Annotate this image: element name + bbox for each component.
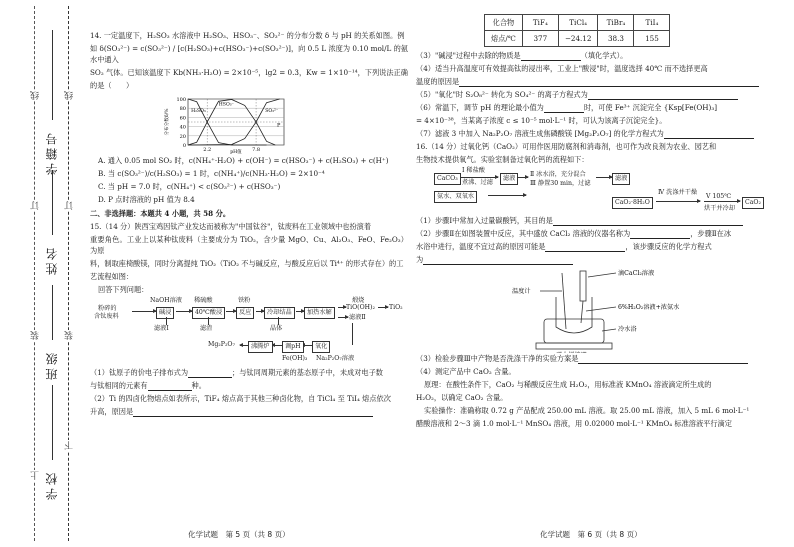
flow16-caco3: CaCO₃: [434, 173, 461, 185]
flow16-arrow-5: [656, 201, 700, 202]
chart-curve-label: H₂SO₃: [191, 108, 206, 114]
q16-principle-1: 原理：在酸性条件下，CaO₂ 与稀酸反应生成 H₂O₂，用标准液 KMnO₄ 溶液滴定所生成的: [424, 380, 712, 389]
flow16-step2-top: Ⅱ 冰水浴，充分混合: [530, 171, 586, 178]
flow-down-2: [208, 317, 209, 325]
right-column: [416, 14, 788, 431]
field-name: 姓名: [45, 245, 59, 275]
chart-x-tick: 2.2: [203, 147, 212, 153]
q16-part2-e: 为: [416, 255, 424, 264]
flow-na2p2o7: Na₂P₂O₇溶液: [316, 355, 355, 362]
flow16-step5b: 烘干并冷却: [704, 205, 735, 212]
flow16-nh3-h2o2: 氨水、双氧水: [434, 191, 477, 203]
q16-principle-2: H₂O₂，以确定 CaO₂ 含量。: [416, 393, 508, 402]
q16-part2-line3: [416, 254, 788, 265]
chart-x-label: pH值: [230, 150, 242, 155]
thermometer: [562, 273, 566, 329]
flow-crystal: 晶体: [270, 325, 283, 332]
cut-mark-zhuang-2: 装: [65, 331, 75, 340]
cut-line-outer: [34, 6, 35, 541]
funnel-stem: [581, 301, 583, 323]
q15-part4-line2: [416, 76, 788, 87]
flow-filtrate-1: 滤液Ⅰ: [154, 325, 169, 332]
table-cell: 377: [522, 31, 558, 47]
flow16-step1-bot: 煮沸、过滤: [462, 179, 493, 186]
table-cell: 38.3: [598, 31, 634, 47]
chart-y-tick: 100: [176, 97, 186, 103]
flow-residue: 滤渣: [200, 325, 213, 332]
flow-material-1: 粉碎的: [98, 305, 117, 312]
q15-line3: 料，制取座椅酸镁，同时分离提纯 TiO₂（TiO₂ 不与碱反应，与酸反应后以 Ti⁴⁺ 的形式存在）的工: [90, 259, 404, 268]
cut-mark-xian: 线: [31, 91, 41, 100]
q14-option-d: D. P 点时溶液的 pH 值为 8.4: [98, 195, 195, 204]
flow16-product: CaO₂: [742, 197, 764, 209]
flow16-step4: Ⅳ 洗涤并干燥: [658, 189, 698, 196]
apparatus-figure: [416, 267, 788, 353]
answer-blank[interactable]: [664, 131, 754, 139]
flow16-arrow-4: [488, 195, 526, 196]
table-cell: TiI₄: [634, 15, 670, 31]
flow-box-crystallize: 冷却结晶: [264, 307, 295, 319]
q16-part3: [416, 353, 788, 364]
q15-part5-text: （5）"氧化"时 S₂O₈²⁻ 转化为 SO₄²⁻ 的离子方程式为: [416, 90, 588, 99]
answer-blank[interactable]: [553, 218, 743, 226]
answer-blank[interactable]: [133, 409, 373, 417]
chart-point-p-label: P: [277, 122, 281, 129]
left-column: [90, 30, 408, 419]
q14-line1: 14. 一定温度下，H₂SO₃ 水溶液中 H₂SO₃、HSO₃⁻、SO₃²⁻ 的分布分数 δ 与 pH 的关系如图。例: [90, 31, 405, 40]
label-solution: 6%H₂O₂溶液+浓氨水: [618, 304, 680, 311]
q16-part2-a: （2）步骤Ⅱ在如图装置中反应，其中盛放 CaCl₂ 溶液的仪器名称为: [416, 229, 631, 238]
q16-part1-text: （1）步骤Ⅰ中常加入过量碳酸钙，其目的是: [416, 216, 553, 225]
flow16-arrow-1: [460, 177, 498, 178]
chart-curve-label: SO₃²⁻: [265, 108, 279, 114]
flow-arrow-4: [256, 311, 264, 312]
answer-blank[interactable]: [544, 105, 584, 113]
cut-mark-ding-2: 订: [65, 201, 75, 210]
field-school-line: [52, 385, 53, 460]
q15-part1-line2: [90, 380, 408, 391]
flow-material-2: 含钛废料: [94, 313, 119, 320]
table-cell: 155: [634, 31, 670, 47]
answer-blank[interactable]: [578, 356, 748, 364]
flow-feoh3: Fe(OH)₃: [282, 355, 308, 362]
flow-arrow-10: [272, 345, 282, 346]
chart-x-tick: 7.8: [252, 147, 261, 153]
flow16-step2-bot: Ⅲ 静置30 min，过滤: [530, 180, 591, 187]
answer-blank[interactable]: [188, 370, 232, 378]
q16-experiment-2: 醋酸溶液和 2～3 滴 1.0 mol·L⁻¹ MnSO₄ 溶液，用 0.02000 mol·L⁻¹ KMnO₄ 标准溶液平行滴定: [416, 419, 732, 428]
binding-margin: [0, 0, 82, 547]
label-stirrer: [556, 351, 588, 353]
q15-part4-a: （4）适当升高温度可有效提高钛的浸出率，工业上"酸浸"时，温度选择 40℃ 而不选择更高: [416, 64, 708, 73]
q15-part2-line2: [90, 406, 408, 417]
q15-part1-a: （1）钛原子的价电子排布式为: [90, 368, 189, 377]
footer-left: 化学试题 第 5 页（共 8 页）: [188, 530, 290, 539]
flow-arrow-1: [132, 311, 156, 312]
table-cell: TiBr₄: [598, 15, 634, 31]
q16-part2: [416, 228, 788, 239]
flow-naoh: NaOH溶液: [150, 297, 182, 304]
flow16-arrow-6: [704, 201, 740, 202]
leader-line: [586, 307, 616, 311]
section-two-heading: 二、非选择题：本题共 4 小题，共 58 分。: [90, 209, 231, 218]
flow-arrow-11: [240, 345, 248, 346]
q16-part2-line2: [416, 241, 788, 252]
q15-flow-diagram: [90, 297, 408, 367]
q15-part3-text: （3）"碱浸"过程中去除的物质是: [416, 51, 521, 60]
field-student-id: 学籍号: [45, 130, 59, 175]
label-cacl2: 滴CaCl₂溶液: [618, 270, 655, 277]
q15-part1-c: 与钛相同的元素有: [90, 381, 148, 390]
q15-prompt: 回答下列问题：: [98, 285, 149, 294]
flow16-cao2-8h2o: CaO₂·8H₂O: [612, 197, 653, 209]
q16-flow-diagram: [416, 167, 788, 215]
q16-line1: 16.（14 分）过氧化钙（CaO₂）可用作医用防腐剂和消毒剂，也可作为改良剂为农业、园艺和: [416, 142, 717, 151]
table-cell: 熔点/℃: [485, 31, 523, 47]
flow-box-alkali-leach: 碱浸: [156, 307, 174, 319]
dropping-funnel: [580, 271, 586, 301]
flow-box-react: 反应: [236, 307, 254, 319]
q14-option-a: A. 通入 0.05 mol SO₂ 时，c(NH₄⁺·H₂O) + c(OH⁻) = c(HSO₃⁻) + c(H₂SO₃) + c(H⁺): [98, 156, 389, 165]
footer-right: 化学试题 第 6 页（共 8 页）: [540, 530, 642, 539]
chart-y-tick: 80: [179, 106, 186, 113]
q14-line2: 如 δ(SO₃²⁻) = c(SO₃²⁻) / [c(H₂SO₃)+c(HSO₃⁻)+c(SO₃²⁻)]，向 0.5 L 浓度为 0.10 mol/L 的氨水中通入: [90, 44, 408, 64]
flow16-solid-top: 滤液: [612, 173, 630, 185]
flow-arrow-3: [226, 311, 236, 312]
flow16-arrow-2: [518, 177, 528, 178]
flow-arrow-5: [296, 311, 304, 312]
q15-part7-text: （7）滤液 3 中加入 Na₂P₂O₇ 溶液生成焦磷酸镁 [Mg₂P₂O₇] 的化学方程式为: [416, 129, 664, 138]
flow-arrow-8: [338, 317, 348, 318]
halide-melting-table: [484, 14, 670, 47]
answer-blank[interactable]: [588, 92, 738, 100]
answer-blank[interactable]: [459, 79, 759, 87]
field-school: 学校: [45, 470, 59, 500]
flask: [556, 297, 592, 333]
flow-tio2: TiO₂: [389, 304, 403, 311]
flow-filtrate-2: 滤液Ⅱ: [349, 314, 366, 321]
field-id-line: [52, 30, 53, 120]
flow-iron: 铁粉: [238, 297, 251, 304]
q15-part7: [416, 128, 788, 139]
answer-blank[interactable]: [148, 383, 192, 391]
flow-tiooh: TiO(OH)₂: [346, 304, 375, 311]
cut-mark-ding: 订: [31, 201, 41, 210]
cut-mark-xian-2: 线: [65, 91, 75, 100]
flow-box-adjust-ph: 调pH: [282, 341, 304, 353]
cut-mark-top: 上: [31, 471, 41, 480]
q16-part2-b: ，步骤Ⅱ在冰: [690, 229, 732, 238]
flow-arrow-6: [338, 307, 346, 308]
q15-part6-a: （6）常温下，调节 pH 的理论最小值为: [416, 103, 544, 112]
flow-down-1: [166, 317, 167, 325]
distribution-chart: [160, 93, 408, 155]
chart-y-tick: 40: [179, 124, 186, 131]
flow-vert-link: [352, 323, 353, 345]
ice-bath-beaker: [544, 319, 604, 343]
q15-part5: [416, 89, 788, 100]
q15-part6-b: 时，可使 Fe³⁺ 沉淀完全 {Ksp[Fe(OH)₃]: [583, 103, 718, 112]
flow-down-3: [278, 317, 279, 325]
table-cell: 化合物: [485, 15, 523, 31]
q14-line4: 的是（ ）: [90, 81, 134, 90]
q16-part2-c: 水浴中进行，温度不宜过高的原因可能是: [416, 242, 546, 251]
cut-mark-bottom: 下: [65, 441, 75, 450]
chart-y-tick: 60: [179, 115, 186, 122]
q15-part2-b: 升高，原因是: [90, 407, 134, 416]
q15-part1-b: ；与钛同周期元素的基态原子中，未成对电子数: [232, 368, 383, 377]
q16-part4: （4）测定产品中 CaO₂ 含量。: [416, 367, 516, 376]
chart-y-tick: 0: [182, 143, 186, 149]
chart-curve-label: HSO₃⁻: [218, 102, 234, 108]
field-name-line: [52, 170, 53, 235]
distribution-chart-svg: [160, 93, 300, 155]
q15-part3-suffix: （填化学式）。: [580, 51, 628, 60]
q16-part3-text: （3）检验步骤Ⅲ中产物是否洗涤干净的实验方案是: [416, 354, 579, 363]
q16-part1: [416, 215, 788, 226]
q16-experiment-1: 实验操作：准确称取 0.72 g 产品配成 250.00 mL 溶液。取 25.00 mL 溶液，加入 5 mL 6 mol·L⁻¹: [424, 406, 750, 415]
flow-arrow-2: [176, 311, 192, 312]
flow16-step1-top: Ⅰ 稀盐酸: [462, 167, 485, 174]
q15-part1: [90, 367, 408, 378]
q15-part3: [416, 50, 788, 61]
flow16-filtrate: 滤液: [500, 173, 518, 185]
answer-blank[interactable]: [545, 244, 625, 252]
q15-part4-b: 温度的原因是: [416, 77, 460, 86]
flow16-step5: Ⅴ 105℃: [706, 193, 732, 200]
table-cell: TiF₄: [522, 15, 558, 31]
label-ice-bath: 冷水浴: [618, 326, 637, 333]
q15-part1-d: 种。: [191, 381, 206, 390]
q16-part2-d: ，该步骤反应的化学方程式: [625, 242, 712, 251]
q16-line2: 生物技术提供氧气。实验室制备过氧化钙的流程如下：: [416, 155, 589, 164]
answer-blank[interactable]: [630, 231, 690, 239]
q14-option-c: C. 当 pH = 7.0 时，c(NH₄⁺) < c(SO₃²⁻) + c(HSO₃⁻): [98, 182, 281, 191]
answer-blank[interactable]: [423, 257, 573, 265]
answer-blank[interactable]: [521, 53, 581, 61]
cut-mark-zhuang: 装: [31, 331, 41, 340]
flow-mg2p2o7: Mg₂P₂O₇: [208, 341, 235, 348]
q15-line2: 重要角色。工业上以某种钛废料（主要成分为 TiO₂，含少量 MgO、Cu、Al₂O₃、FeO、Fe₂O₃）为原: [90, 235, 408, 255]
chart-y-tick: 20: [179, 133, 186, 140]
flow-box-oxidize: 氧化: [312, 341, 330, 353]
flow-arrow-7: [378, 307, 388, 308]
label-thermometer: 温度计: [512, 288, 531, 295]
flow-calcine: 煅烧: [352, 297, 365, 304]
q15-part6-c: = 4×10⁻³⁸，当某离子浓度 c ≤ 10⁻⁵ mol·L⁻¹ 时，可认为该离子沉淀完全}。: [416, 116, 667, 125]
q15-line1: 15.（14 分）陕西宝鸡因钛产业发达而被称为"中国钛谷"，钛废料在工业领域中也扮演着: [90, 222, 372, 231]
q15-part2-a: （2）Ti 的四卤化物熔点如表所示，TiF₄ 熔点高于其他三种卤化物，自 TiCl₄ 至 TiI₄ 熔点依次: [90, 394, 391, 403]
table-cell: TiCl₄: [558, 15, 598, 31]
chart-y-label: 分布分数δ/%: [165, 108, 170, 136]
leader-line: [588, 273, 616, 277]
q14-option-b: B. 当 c(SO₃²⁻)/c(H₂SO₃) = 1 时，c(NH₄⁺)/c(NH₃·H₂O) = 2×10⁻⁴: [98, 169, 325, 178]
apparatus-svg: [416, 267, 788, 353]
q15-part6: [416, 102, 788, 113]
flow-box-acid-leach: 40℃酸浸: [192, 307, 225, 319]
magnetic-stirrer-base: [536, 343, 612, 349]
field-class: 班级: [45, 350, 59, 380]
cut-line-inner: [68, 6, 69, 541]
field-class-line: [52, 285, 53, 340]
q15-line4: 艺流程如图：: [90, 272, 134, 281]
flow16-arrow-3: [596, 177, 612, 178]
flow-box-furnace: 沸腾炉: [248, 341, 273, 353]
table-cell: −24.12: [558, 31, 598, 47]
flow-dilute-acid: 稀硫酸: [194, 297, 213, 304]
flow-box-hydrolysis: 加热水解: [304, 307, 335, 319]
q14-line3: SO₂ 气体。已知该温度下 Kb(NH₃·H₂O) = 2×10⁻⁵，lg2 = 0.3，Kw = 1×10⁻¹⁴，下列说法正确: [90, 68, 408, 77]
